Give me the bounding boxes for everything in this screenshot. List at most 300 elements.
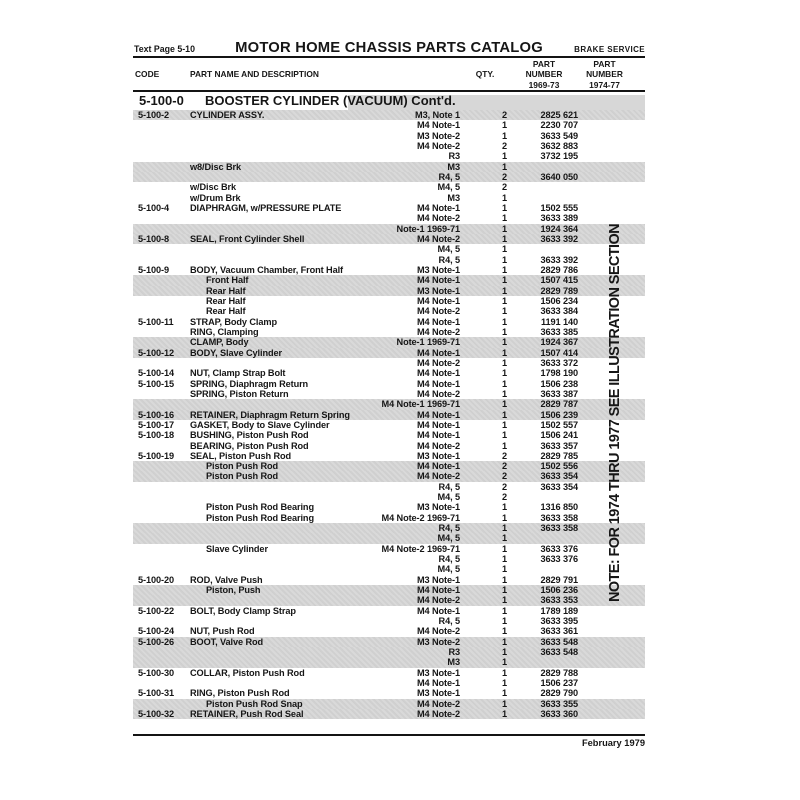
code-cell	[133, 213, 190, 224]
description-cell: NUT, Clamp Strap Bolt	[190, 368, 286, 379]
description-cell: Rear Half	[206, 306, 246, 317]
model-note-cell: M3 Note-1	[416, 285, 460, 296]
description-cell: w/Drum Brk	[190, 192, 241, 203]
part-number-1969-73-cell: 2829 788	[540, 667, 578, 678]
model-note-cell: M4 Note-2	[416, 709, 460, 720]
qty-cell: 1	[501, 161, 507, 172]
description-cell	[190, 616, 362, 627]
code-cell	[133, 399, 190, 410]
description-cell	[190, 358, 362, 369]
table-row	[133, 513, 645, 523]
qty-cell: 2	[501, 110, 507, 120]
column-header-part-number-1969-73	[510, 57, 578, 90]
code-cell	[133, 544, 190, 555]
column-header-code: CODE	[135, 69, 160, 79]
table-row	[133, 533, 645, 543]
table-row	[133, 471, 645, 481]
qty-cell: 1	[501, 130, 507, 141]
table-row	[133, 626, 645, 636]
model-note-cell: M4 Note-1 1969-71	[381, 399, 460, 410]
qty-cell: 1	[501, 337, 507, 348]
part-number-1969-73-cell: 3633 372	[540, 357, 578, 368]
model-note-cell: M4 Note-2	[416, 213, 460, 224]
model-note-cell: R4, 5	[438, 523, 460, 534]
part-number-1969-73-cell	[510, 657, 578, 668]
table-row	[133, 306, 645, 316]
code-cell: 5-100-9	[138, 264, 169, 275]
code-cell: 5-100-18	[138, 430, 174, 441]
code-cell	[133, 286, 190, 297]
table-row	[133, 637, 645, 647]
model-note-cell: M4 Note-2	[416, 698, 460, 709]
qty-cell: 1	[501, 667, 507, 678]
qty-cell: 1	[501, 440, 507, 451]
model-note-cell: M4 Note-2	[416, 357, 460, 368]
part-number-1974-77-cell	[578, 213, 645, 224]
description-cell: Front Half	[206, 275, 249, 286]
description-cell	[190, 647, 362, 658]
model-note-cell: M4, 5	[437, 533, 460, 544]
part-number-1969-73-cell: 1924 364	[540, 223, 578, 234]
description-cell: Rear Half	[206, 285, 246, 296]
code-cell	[133, 502, 190, 513]
part-number-1969-73-cell: 3633 354	[540, 471, 578, 482]
part-number-1974-77-cell	[578, 647, 645, 658]
table-row	[133, 182, 645, 192]
code-cell: 5-100-2	[138, 110, 169, 120]
model-note-cell: M3, Note 1	[415, 110, 460, 120]
qty-cell: 1	[501, 647, 507, 658]
qty-cell: 2	[501, 182, 507, 193]
model-note-cell: M4 Note-1	[416, 368, 460, 379]
code-cell	[133, 224, 190, 235]
code-cell	[133, 595, 190, 606]
code-cell	[133, 131, 190, 142]
part-number-1969-73-cell: 3633 389	[540, 213, 578, 224]
code-cell: 5-100-31	[138, 688, 174, 699]
model-note-cell: M3 Note-1	[416, 502, 460, 513]
table-row	[133, 585, 645, 595]
description-cell	[190, 657, 362, 668]
part-number-1974-77-cell	[578, 688, 645, 699]
table-row	[133, 368, 645, 378]
qty-cell: 1	[501, 543, 507, 554]
part-number-1969-73-cell: 2829 786	[540, 264, 578, 275]
code-cell	[133, 441, 190, 452]
model-note-cell: M3	[447, 192, 460, 203]
part-number-1969-73-cell	[510, 564, 578, 575]
model-note-cell: M4 Note-1	[416, 202, 460, 213]
part-number-1974-77-cell	[578, 120, 645, 131]
column-header-part-number-1974-77	[578, 57, 645, 90]
description-cell: Piston Push Rod	[206, 461, 279, 472]
model-note-cell: R4, 5	[438, 616, 460, 627]
table-row	[133, 678, 645, 688]
part-number-1969-73-cell	[510, 162, 578, 173]
model-note-cell: M3	[447, 161, 460, 172]
qty-cell: 1	[501, 678, 507, 689]
code-cell	[133, 244, 190, 255]
table-row	[133, 141, 645, 151]
table-row	[133, 657, 645, 667]
code-cell	[133, 513, 190, 524]
table-row	[133, 688, 645, 698]
model-note-cell: M3 Note-1	[416, 574, 460, 585]
table-row	[133, 410, 645, 420]
part-number-1969-73-cell: 3633 548	[540, 636, 578, 647]
table-row	[133, 234, 645, 244]
model-note-cell: M4, 5	[437, 244, 460, 255]
description-cell: Piston Push Rod Snap	[206, 698, 303, 709]
table-row	[133, 275, 645, 285]
qty-cell: 1	[501, 295, 507, 306]
description-cell: RETAINER, Push Rod Seal	[190, 709, 304, 720]
part-number-1974-77-cell	[578, 709, 645, 720]
table-row	[133, 647, 645, 657]
code-cell: 5-100-17	[138, 419, 174, 430]
table-row	[133, 544, 645, 554]
part-number-1969-73-cell: 1924 367	[540, 337, 578, 348]
description-cell: RETAINER, Diaphragm Return Spring	[190, 409, 350, 420]
column-headers	[133, 57, 645, 90]
qty-cell: 1	[501, 523, 507, 534]
model-note-cell: R4, 5	[438, 554, 460, 565]
code-cell	[133, 554, 190, 565]
part-number-1969-73-cell: 3633 355	[540, 698, 578, 709]
model-note-cell: M4 Note-1	[416, 585, 460, 596]
qty-cell: 1	[501, 419, 507, 430]
part-number-1969-73-cell: 3633 548	[540, 647, 578, 658]
model-note-cell: M4 Note-1	[416, 295, 460, 306]
code-cell	[133, 337, 190, 348]
table-row	[133, 131, 645, 141]
part-number-1969-73-cell: 1506 237	[540, 678, 578, 689]
table-row	[133, 606, 645, 616]
model-note-cell: M4, 5	[437, 182, 460, 193]
description-cell	[190, 482, 362, 493]
code-cell: 5-100-16	[138, 409, 174, 420]
qty-cell: 1	[501, 378, 507, 389]
part-number-1969-73-cell: 1506 238	[540, 378, 578, 389]
model-note-cell: M4 Note-2	[416, 233, 460, 244]
column-header-qty: QTY.	[475, 69, 495, 79]
part-number-1969-73-cell	[510, 193, 578, 204]
qty-cell: 1	[501, 368, 507, 379]
table-row	[133, 430, 645, 440]
table-row	[133, 616, 645, 626]
table-row	[133, 327, 645, 337]
description-cell	[190, 564, 362, 575]
code-cell: 5-100-22	[138, 605, 174, 616]
description-cell: RING, Piston Push Rod	[190, 688, 290, 699]
part-number-1969-73-cell	[510, 492, 578, 503]
illustration-note: NOTE: FOR 1974 THRU 1977 SEE ILLUSTRATION SECTION	[607, 223, 623, 603]
model-note-cell: M4 Note-2 1969-71	[381, 543, 460, 554]
table-row	[133, 379, 645, 389]
section-header	[133, 92, 645, 110]
table-row	[133, 348, 645, 358]
model-note-cell: M4 Note-2 1969-71	[381, 512, 460, 523]
model-note-cell: M3	[447, 657, 460, 668]
code-cell	[133, 296, 190, 307]
qty-cell: 1	[501, 347, 507, 358]
part-number-1969-73-cell: 2829 789	[540, 285, 578, 296]
table-row	[133, 296, 645, 306]
part-number-1969-73-cell: 1507 414	[540, 347, 578, 358]
table-row	[133, 461, 645, 471]
table-row	[133, 244, 645, 254]
part-number-1969-73-cell: 3633 358	[540, 523, 578, 534]
description-cell	[190, 554, 362, 565]
description-cell	[190, 224, 362, 235]
code-cell: 5-100-12	[138, 347, 174, 358]
table-row	[133, 575, 645, 585]
service-section-label: BRAKE SERVICE	[574, 45, 645, 54]
description-cell: SPRING, Diaphragm Return	[190, 378, 309, 389]
table-row	[133, 451, 645, 461]
part-number-1974-77-cell	[578, 193, 645, 204]
model-note-cell: M4, 5	[437, 492, 460, 503]
model-note-cell: M4 Note-2	[416, 440, 460, 451]
page-header	[133, 38, 645, 54]
model-note-cell: M3 Note-1	[416, 667, 460, 678]
qty-cell: 1	[501, 574, 507, 585]
qty-cell: 1	[501, 275, 507, 286]
code-cell: 5-100-24	[138, 626, 174, 637]
part-number-1969-73-cell: 2825 621	[540, 110, 578, 120]
qty-cell: 1	[501, 192, 507, 203]
model-note-cell: R4, 5	[438, 171, 460, 182]
part-number-1969-73-cell: 3633 395	[540, 616, 578, 627]
part-number-1969-73-cell: 3640 050	[540, 171, 578, 182]
part-number-1969-73-cell: 3633 376	[540, 543, 578, 554]
model-note-cell: M4 Note-2	[416, 595, 460, 606]
table-row	[133, 203, 645, 213]
code-cell: 5-100-11	[138, 316, 174, 327]
qty-cell: 1	[501, 585, 507, 596]
description-cell: RING, Clamping	[190, 326, 259, 337]
code-cell	[133, 533, 190, 544]
part-number-1969-73-cell: 1191 140	[540, 316, 578, 327]
part-number-1974-77-cell	[578, 637, 645, 648]
table-row	[133, 554, 645, 564]
table-row	[133, 110, 645, 120]
part-number-1969-73-cell	[510, 533, 578, 544]
part-number-1974-77-cell	[578, 616, 645, 627]
qty-cell: 2	[501, 481, 507, 492]
part-number-1974-77-cell	[578, 678, 645, 689]
model-note-cell: M4 Note-1	[416, 275, 460, 286]
table-row	[133, 502, 645, 512]
qty-cell: 1	[501, 709, 507, 720]
qty-cell: 1	[501, 120, 507, 131]
page-title: MOTOR HOME CHASSIS PARTS CATALOG	[235, 40, 543, 56]
description-cell	[190, 399, 362, 410]
model-note-cell: R4, 5	[438, 481, 460, 492]
part-number-1974-77-cell	[578, 131, 645, 142]
code-cell: 5-100-30	[138, 667, 174, 678]
table-row	[133, 709, 645, 719]
part-number-1969-73-cell: 1506 241	[540, 430, 578, 441]
qty-cell: 1	[501, 512, 507, 523]
table-row	[133, 595, 645, 605]
section-title: BOOSTER CYLINDER (VACUUM) Cont'd.	[205, 93, 456, 108]
model-note-cell: M4 Note-2	[416, 471, 460, 482]
description-cell: Piston Push Rod Bearing	[206, 512, 314, 523]
code-cell	[133, 182, 190, 193]
part-number-1969-73-cell: 1506 236	[540, 585, 578, 596]
part-number-1974-77-cell	[578, 699, 645, 710]
code-cell	[133, 255, 190, 266]
model-note-cell: M4 Note-1	[416, 430, 460, 441]
column-header-spacer	[362, 57, 460, 90]
model-note-cell: M3 Note-1	[416, 450, 460, 461]
part-number-1969-73-cell: 1502 555	[540, 202, 578, 213]
description-cell: BODY, Vacuum Chamber, Front Half	[190, 264, 344, 275]
code-cell	[133, 141, 190, 152]
part-number-1969-73-cell: 1316 850	[540, 502, 578, 513]
part1-line2: NUMBER	[525, 69, 563, 80]
qty-cell: 1	[501, 151, 507, 162]
table-row	[133, 699, 645, 709]
description-cell: GASKET, Body to Slave Cylinder	[190, 419, 330, 430]
code-cell: 5-100-15	[138, 378, 174, 389]
description-cell: ROD, Valve Push	[190, 574, 263, 585]
model-note-cell: M3 Note-2	[416, 130, 460, 141]
code-cell: 5-100-20	[138, 574, 174, 585]
part1-line3: 1969-73	[528, 79, 560, 90]
description-cell	[190, 678, 362, 689]
footer-date: February 1979	[581, 738, 645, 748]
qty-cell: 1	[501, 357, 507, 368]
qty-cell: 1	[501, 657, 507, 668]
description-cell	[190, 255, 362, 266]
table-row	[133, 193, 645, 203]
model-note-cell: M3 Note-1	[416, 688, 460, 699]
part2-line3: 1974-77	[589, 79, 620, 90]
section-code: 5-100-0	[139, 93, 184, 108]
model-note-cell: M4 Note-2	[416, 306, 460, 317]
model-note-cell: R4, 5	[438, 254, 460, 265]
part-number-1969-73-cell: 1507 415	[540, 275, 578, 286]
model-note-cell: M4 Note-1	[416, 605, 460, 616]
code-cell	[133, 585, 190, 596]
description-cell	[190, 120, 362, 131]
part-number-1969-73-cell: 1502 557	[540, 419, 578, 430]
model-note-cell: M3 Note-2	[416, 636, 460, 647]
part-number-1974-77-cell	[578, 668, 645, 679]
part2-line1: PART	[593, 59, 616, 69]
table-row	[133, 492, 645, 502]
model-note-cell: M4 Note-1	[416, 316, 460, 327]
model-note-cell: R3	[448, 647, 460, 658]
code-cell	[133, 492, 190, 503]
table-row	[133, 224, 645, 234]
model-note-cell: M4 Note-1	[416, 347, 460, 358]
part-number-1969-73-cell: 3633 392	[540, 254, 578, 265]
part-number-1969-73-cell: 2829 791	[540, 574, 578, 585]
table-row	[133, 255, 645, 265]
table-row	[133, 420, 645, 430]
description-cell	[190, 492, 362, 503]
part-number-1974-77-cell	[578, 110, 645, 121]
qty-cell: 1	[501, 533, 507, 544]
qty-cell: 1	[501, 626, 507, 637]
table-row	[133, 120, 645, 130]
description-cell: SEAL, Piston Push Rod	[190, 450, 292, 461]
model-note-cell: Note-1 1969-71	[396, 223, 460, 234]
code-cell	[133, 523, 190, 534]
qty-cell: 2	[501, 171, 507, 182]
qty-cell: 2	[501, 140, 507, 151]
description-cell	[190, 595, 362, 606]
description-cell: Piston, Push	[206, 585, 261, 596]
part-number-1974-77-cell	[578, 626, 645, 637]
code-cell	[133, 657, 190, 668]
qty-cell: 1	[501, 595, 507, 606]
qty-cell: 1	[501, 636, 507, 647]
description-cell	[190, 523, 362, 534]
description-cell: BOLT, Body Clamp Strap	[190, 605, 296, 616]
description-cell: BEARING, Piston Push Rod	[190, 440, 309, 451]
qty-cell: 1	[501, 306, 507, 317]
description-cell: NUT, Push Rod	[190, 626, 255, 637]
qty-cell: 1	[501, 233, 507, 244]
code-cell: 5-100-26	[138, 636, 174, 647]
model-note-cell: M4 Note-2	[416, 388, 460, 399]
table-row	[133, 482, 645, 492]
description-cell	[190, 131, 362, 142]
code-cell: 5-100-14	[138, 368, 174, 379]
description-cell: Piston Push Rod Bearing	[206, 502, 314, 513]
qty-cell: 1	[501, 605, 507, 616]
description-cell: w/Disc Brk	[190, 182, 236, 193]
code-cell	[133, 616, 190, 627]
part-number-1969-73-cell: 3633 360	[540, 709, 578, 720]
part-number-1969-73-cell: 3633 385	[540, 326, 578, 337]
qty-cell: 1	[501, 688, 507, 699]
part-number-1969-73-cell: 1506 234	[540, 295, 578, 306]
part-number-1969-73-cell: 3633 361	[540, 626, 578, 637]
table-row	[133, 441, 645, 451]
model-note-cell: R3	[448, 151, 460, 162]
description-cell: CYLINDER ASSY.	[190, 110, 265, 120]
qty-cell: 1	[501, 399, 507, 410]
description-cell: Piston Push Rod	[206, 471, 279, 482]
model-note-cell: M4 Note-1	[416, 409, 460, 420]
table-row	[133, 337, 645, 347]
table-row	[133, 399, 645, 409]
part-number-1969-73-cell: 2829 785	[540, 450, 578, 461]
qty-cell: 2	[501, 492, 507, 503]
table-row	[133, 389, 645, 399]
part-number-1969-73-cell: 3633 549	[540, 130, 578, 141]
model-note-cell: M4 Note-1	[416, 378, 460, 389]
description-cell: BUSHING, Piston Push Rod	[190, 430, 309, 441]
part-number-1974-77-cell	[578, 182, 645, 193]
qty-cell: 1	[501, 564, 507, 575]
qty-cell: 2	[501, 450, 507, 461]
part-number-1969-73-cell: 3633 358	[540, 512, 578, 523]
description-cell	[190, 141, 362, 152]
code-cell: 5-100-4	[138, 202, 169, 213]
table-row	[133, 564, 645, 574]
description-cell: Slave Cylinder	[206, 543, 268, 554]
model-note-cell: Note-1 1969-71	[396, 337, 460, 348]
table-row	[133, 172, 645, 182]
description-cell: Rear Half	[206, 295, 246, 306]
description-cell: SEAL, Front Cylinder Shell	[190, 233, 305, 244]
